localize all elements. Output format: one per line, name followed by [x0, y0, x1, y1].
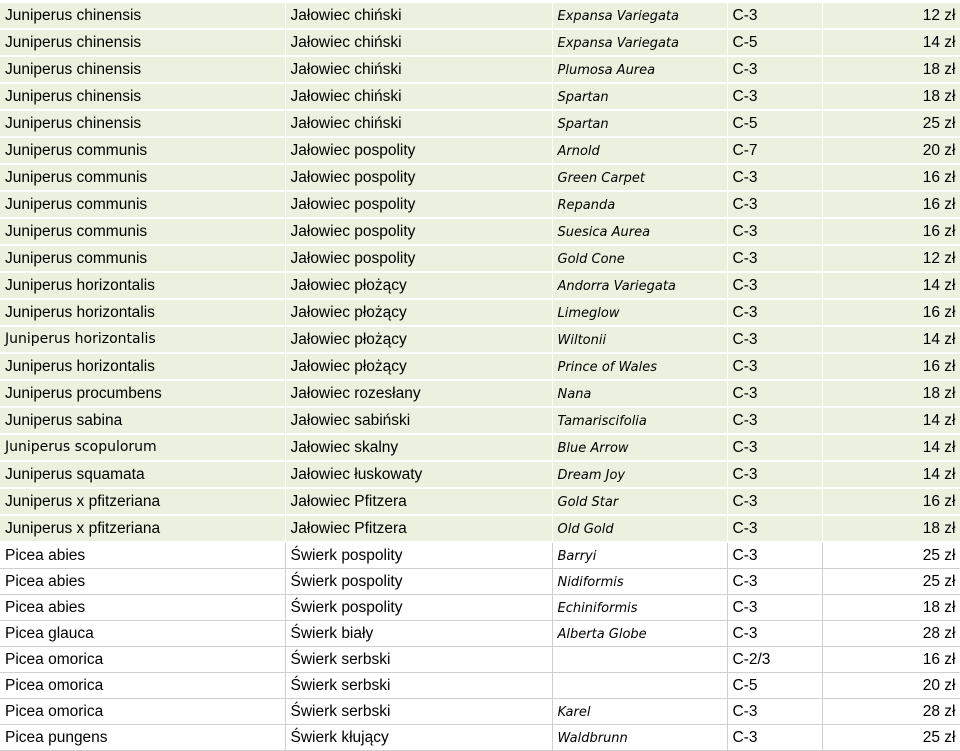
price-cell: 16 zł: [822, 164, 960, 191]
variety-cell: Andorra Variegata: [552, 272, 727, 299]
price-cell: 14 zł: [822, 272, 960, 299]
container-size-cell: C-5: [727, 29, 822, 56]
price-cell: 25 zł: [822, 110, 960, 137]
price-cell: 18 zł: [822, 595, 960, 621]
table-row: [0, 407, 960, 434]
variety-cell: Prince of Wales: [552, 353, 727, 380]
table-row: [0, 647, 960, 673]
price-cell: 25 zł: [822, 542, 960, 569]
table-row: [0, 272, 960, 299]
container-size-cell: C-3: [727, 488, 822, 515]
latin-name-cell: Picea glauca: [0, 621, 285, 647]
container-size-cell: C-3: [727, 434, 822, 461]
table-row: [0, 299, 960, 326]
price-cell: 16 zł: [822, 299, 960, 326]
variety-cell: Limeglow: [552, 299, 727, 326]
table-row: [0, 725, 960, 751]
price-cell: 16 zł: [822, 647, 960, 673]
table-row: [0, 245, 960, 272]
price-cell: 12 zł: [822, 245, 960, 272]
polish-name-cell: Jałowiec pospolity: [285, 218, 552, 245]
table-row: [0, 326, 960, 353]
table-row: [0, 137, 960, 164]
latin-name-cell: Juniperus horizontalis: [0, 299, 285, 326]
table-row: [0, 595, 960, 621]
variety-cell: Repanda: [552, 191, 727, 218]
table-row: [0, 621, 960, 647]
container-size-cell: C-3: [727, 164, 822, 191]
price-cell: 18 zł: [822, 380, 960, 407]
variety-cell: Tamariscifolia: [552, 407, 727, 434]
polish-name-cell: Jałowiec sabiński: [285, 407, 552, 434]
latin-name-cell: Juniperus communis: [0, 137, 285, 164]
latin-name-cell: Juniperus chinensis: [0, 56, 285, 83]
polish-name-cell: Jałowiec chiński: [285, 110, 552, 137]
table-row: [0, 488, 960, 515]
price-cell: 16 zł: [822, 191, 960, 218]
container-size-cell: C-3: [727, 3, 822, 29]
variety-cell: Wiltonii: [552, 326, 727, 353]
price-cell: 14 zł: [822, 434, 960, 461]
polish-name-cell: Jałowiec pospolity: [285, 137, 552, 164]
polish-name-cell: Świerk biały: [285, 621, 552, 647]
container-size-cell: C-3: [727, 380, 822, 407]
polish-name-cell: Jałowiec Pfitzera: [285, 515, 552, 542]
price-cell: 18 zł: [822, 83, 960, 110]
polish-name-cell: Świerk serbski: [285, 673, 552, 699]
price-cell: 12 zł: [822, 3, 960, 29]
latin-name-cell: Juniperus chinensis: [0, 3, 285, 29]
price-cell: 14 zł: [822, 461, 960, 488]
latin-name-cell: Juniperus squamata: [0, 461, 285, 488]
container-size-cell: C-3: [727, 569, 822, 595]
latin-name-cell: Juniperus chinensis: [0, 29, 285, 56]
table-row: [0, 110, 960, 137]
table-row: [0, 218, 960, 245]
variety-cell: [552, 647, 727, 673]
container-size-cell: C-3: [727, 245, 822, 272]
latin-name-cell: Juniperus x pfitzeriana: [0, 488, 285, 515]
variety-cell: Spartan: [552, 83, 727, 110]
container-size-cell: C-3: [727, 725, 822, 751]
polish-name-cell: Jałowiec chiński: [285, 29, 552, 56]
variety-cell: Alberta Globe: [552, 621, 727, 647]
variety-cell: Gold Cone: [552, 245, 727, 272]
price-cell: 28 zł: [822, 621, 960, 647]
container-size-cell: C-3: [727, 218, 822, 245]
polish-name-cell: Jałowiec rozesłany: [285, 380, 552, 407]
polish-name-cell: Jałowiec łuskowaty: [285, 461, 552, 488]
latin-name-cell: Juniperus communis: [0, 191, 285, 218]
polish-name-cell: Jałowiec Pfitzera: [285, 488, 552, 515]
variety-cell: Gold Star: [552, 488, 727, 515]
price-cell: 25 zł: [822, 569, 960, 595]
container-size-cell: C-7: [727, 137, 822, 164]
polish-name-cell: Jałowiec skalny: [285, 434, 552, 461]
container-size-cell: C-3: [727, 56, 822, 83]
container-size-cell: C-2/3: [727, 647, 822, 673]
polish-name-cell: Jałowiec pospolity: [285, 191, 552, 218]
price-cell: 25 zł: [822, 725, 960, 751]
polish-name-cell: Jałowiec pospolity: [285, 164, 552, 191]
table-row: [0, 542, 960, 569]
polish-name-cell: Świerk pospolity: [285, 569, 552, 595]
price-cell: 16 zł: [822, 218, 960, 245]
latin-name-cell: Picea abies: [0, 542, 285, 569]
latin-name-cell: Picea omorica: [0, 647, 285, 673]
latin-name-cell: Juniperus horizontalis: [0, 272, 285, 299]
container-size-cell: C-5: [727, 110, 822, 137]
latin-name-cell: Juniperus communis: [0, 218, 285, 245]
table-row: [0, 569, 960, 595]
table-row: [0, 699, 960, 725]
table-row: [0, 461, 960, 488]
latin-name-cell: Juniperus x pfitzeriana: [0, 515, 285, 542]
variety-cell: Barryi: [552, 542, 727, 569]
latin-name-cell: Picea omorica: [0, 673, 285, 699]
latin-name-cell: Juniperus communis: [0, 164, 285, 191]
polish-name-cell: Świerk serbski: [285, 647, 552, 673]
variety-cell: Dream Joy: [552, 461, 727, 488]
variety-cell: Nana: [552, 380, 727, 407]
container-size-cell: C-3: [727, 542, 822, 569]
price-cell: 14 zł: [822, 326, 960, 353]
variety-cell: Spartan: [552, 110, 727, 137]
variety-cell: Plumosa Aurea: [552, 56, 727, 83]
plant-rows: [0, 3, 960, 751]
polish-name-cell: Świerk serbski: [285, 699, 552, 725]
table-row: [0, 515, 960, 542]
latin-name-cell: Picea abies: [0, 595, 285, 621]
latin-name-cell: Juniperus scopulorum: [0, 434, 285, 461]
container-size-cell: C-3: [727, 515, 822, 542]
price-cell: 14 zł: [822, 29, 960, 56]
price-cell: 16 zł: [822, 353, 960, 380]
container-size-cell: C-3: [727, 353, 822, 380]
container-size-cell: C-3: [727, 621, 822, 647]
variety-cell: Expansa Variegata: [552, 29, 727, 56]
polish-name-cell: Świerk pospolity: [285, 542, 552, 569]
polish-name-cell: Jałowiec płożący: [285, 299, 552, 326]
variety-cell: Green Carpet: [552, 164, 727, 191]
variety-cell: Nidiformis: [552, 569, 727, 595]
polish-name-cell: Świerk kłujący: [285, 725, 552, 751]
table-row: [0, 380, 960, 407]
polish-name-cell: Jałowiec chiński: [285, 83, 552, 110]
container-size-cell: C-5: [727, 673, 822, 699]
variety-cell: Old Gold: [552, 515, 727, 542]
price-cell: 18 zł: [822, 56, 960, 83]
table-row: [0, 83, 960, 110]
table-row: [0, 29, 960, 56]
variety-cell: Blue Arrow: [552, 434, 727, 461]
latin-name-cell: Juniperus communis: [0, 245, 285, 272]
polish-name-cell: Jałowiec płożący: [285, 326, 552, 353]
price-cell: 16 zł: [822, 488, 960, 515]
price-cell: 20 zł: [822, 673, 960, 699]
variety-cell: Arnold: [552, 137, 727, 164]
variety-cell: Karel: [552, 699, 727, 725]
polish-name-cell: Jałowiec chiński: [285, 56, 552, 83]
plant-price-table: [0, 3, 960, 751]
polish-name-cell: Jałowiec płożący: [285, 272, 552, 299]
container-size-cell: C-3: [727, 461, 822, 488]
latin-name-cell: Juniperus horizontalis: [0, 326, 285, 353]
latin-name-cell: Picea pungens: [0, 725, 285, 751]
container-size-cell: C-3: [727, 299, 822, 326]
latin-name-cell: Juniperus chinensis: [0, 110, 285, 137]
container-size-cell: C-3: [727, 83, 822, 110]
table-row: [0, 673, 960, 699]
polish-name-cell: Świerk pospolity: [285, 595, 552, 621]
latin-name-cell: Picea abies: [0, 569, 285, 595]
price-cell: 18 zł: [822, 515, 960, 542]
container-size-cell: C-3: [727, 191, 822, 218]
container-size-cell: C-3: [727, 595, 822, 621]
price-cell: 14 zł: [822, 407, 960, 434]
container-size-cell: C-3: [727, 699, 822, 725]
table-row: [0, 191, 960, 218]
table-row: [0, 353, 960, 380]
variety-cell: Waldbrunn: [552, 725, 727, 751]
table-row: [0, 3, 960, 29]
container-size-cell: C-3: [727, 272, 822, 299]
polish-name-cell: Jałowiec płożący: [285, 353, 552, 380]
latin-name-cell: Juniperus sabina: [0, 407, 285, 434]
table-row: [0, 164, 960, 191]
price-cell: 20 zł: [822, 137, 960, 164]
latin-name-cell: Juniperus procumbens: [0, 380, 285, 407]
price-cell: 28 zł: [822, 699, 960, 725]
container-size-cell: C-3: [727, 407, 822, 434]
polish-name-cell: Jałowiec chiński: [285, 3, 552, 29]
table-row: [0, 56, 960, 83]
variety-cell: Suesica Aurea: [552, 218, 727, 245]
container-size-cell: C-3: [727, 326, 822, 353]
latin-name-cell: Juniperus chinensis: [0, 83, 285, 110]
latin-name-cell: Picea omorica: [0, 699, 285, 725]
latin-name-cell: Juniperus horizontalis: [0, 353, 285, 380]
variety-cell: [552, 673, 727, 699]
polish-name-cell: Jałowiec pospolity: [285, 245, 552, 272]
table-row: [0, 434, 960, 461]
variety-cell: Echiniformis: [552, 595, 727, 621]
variety-cell: Expansa Variegata: [552, 3, 727, 29]
